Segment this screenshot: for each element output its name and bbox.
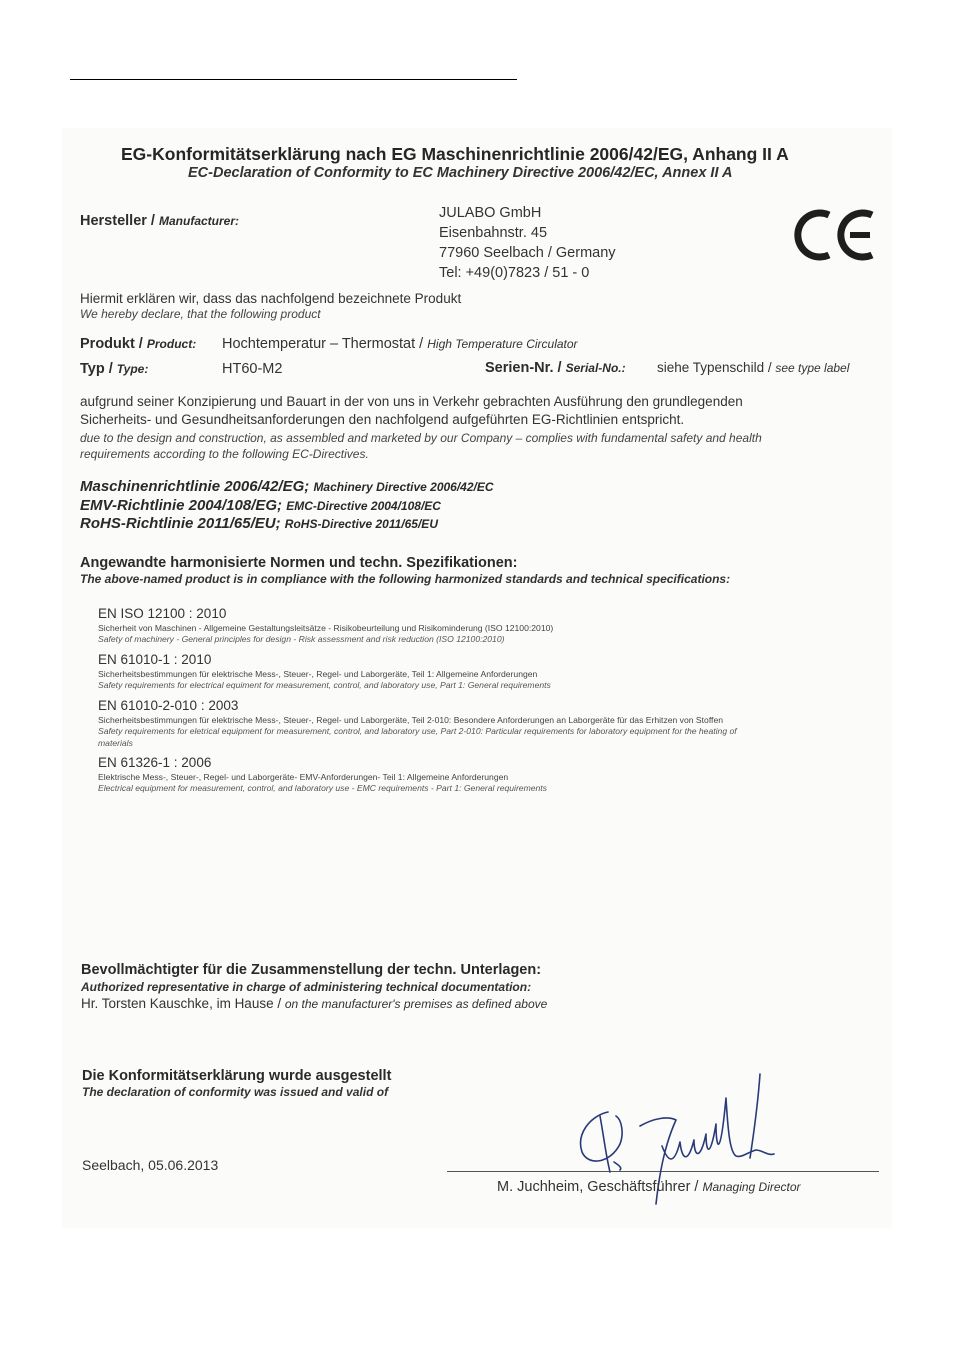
type-label — [80, 361, 148, 377]
standard-code: EN 61326-1 : 2006 — [98, 755, 212, 770]
product-value-en: High Temperature Circulator — [427, 337, 578, 351]
compliance-english-line-2: requirements according to the following EC-Directives. — [80, 447, 369, 461]
title-german: EG-Konformitätserklärung nach EG Maschinenrichtlinie 2006/42/EG, Anhang II A — [121, 144, 789, 164]
directive-machinery-en: Machinery Directive 2006/42/EC — [313, 480, 494, 494]
compliance-german-line-2: Sicherheits- und Gesundheitsanforderungen den nachfolgend aufgeführten EG-Richtlinien entspricht. — [80, 412, 685, 427]
standard-code: EN 61010-2-010 : 2003 — [98, 698, 239, 713]
standard-description-en: Safety requirements for electrical equiment for measurement, control, and laboratory use, Part 1: General requirements — [98, 680, 551, 690]
serial-value — [657, 360, 849, 375]
product-value — [222, 336, 578, 352]
product-label-de: Produkt / — [80, 336, 143, 352]
directive-rohs-en: RoHS-Directive 2011/65/EU — [284, 517, 438, 531]
compliance-german-line-1: aufgrund seiner Konzipierung und Bauart in der von uns in Verkehr gebrachten Ausführung den grundlegenden — [80, 394, 743, 409]
standard-description-de: Sicherheit von Maschinen - Allgemeine Gestaltungsleitsätze - Risikobeurteilung und Risikominderung (ISO 12100:2010) — [98, 623, 554, 633]
place-and-date: Seelbach, 05.06.2013 — [82, 1157, 219, 1173]
representative-name — [81, 996, 547, 1011]
directive-emc-de: EMV-Richtlinie 2004/108/EG; — [80, 497, 283, 514]
directive-rohs — [80, 515, 438, 532]
standards-heading-english: The above-named product is in compliance with the following harmonized standards and technical specifications: — [80, 572, 731, 586]
representative-heading-german: Bevollmächtigter für die Zusammenstellung der techn. Unterlagen: — [81, 962, 542, 978]
signatory-de: M. Juchheim, Geschäftsführer / — [497, 1179, 699, 1195]
representative-en: on the manufacturer's premises as defined above — [284, 997, 548, 1011]
top-rule — [70, 79, 517, 80]
manufacturer-name: JULABO GmbH — [439, 205, 542, 221]
directive-emc — [80, 497, 441, 514]
directive-emc-en: EMC-Directive 2004/108/EC — [286, 499, 441, 513]
standard-description-en-continued: materials — [98, 738, 133, 748]
representative-de: Hr. Torsten Kauschke, im Hause / — [81, 996, 282, 1011]
manufacturer-label-de: Hersteller / — [80, 213, 155, 229]
manufacturer-label-en: Manufacturer: — [159, 214, 240, 228]
compliance-english-line-1: due to the design and construction, as assembled and marketed by our Company – complies with fundamental safety and health — [80, 431, 762, 445]
declaration-english: We hereby declare, that the following product — [80, 307, 321, 321]
standard-description-en: Safety requirements for eletrical equipment for measurement, control, and laboratory use, Part 2-010: Particular requirements for laboratory equipment for the heating of — [98, 726, 737, 736]
title-english: EC-Declaration of Conformity to EC Machinery Directive 2006/42/EC, Annex II A — [188, 165, 733, 181]
representative-heading-english: Authorized representative in charge of administering technical documentation: — [81, 980, 532, 994]
serial-label-en: Serial-No.: — [565, 361, 626, 375]
issued-heading-german: Die Konformitätserklärung wurde ausgestellt — [82, 1068, 392, 1084]
type-label-en: Type: — [116, 362, 149, 376]
serial-label — [485, 360, 626, 376]
serial-value-en: see type label — [775, 361, 850, 375]
manufacturer-label — [80, 213, 239, 229]
type-value: HT60-M2 — [222, 361, 283, 377]
standard-description-en: Safety of machinery - General principles for design - Risk assessment and risk reduction (ISO 12100:2010) — [98, 634, 505, 644]
standard-code: EN ISO 12100 : 2010 — [98, 606, 227, 621]
standard-description-de: Sicherheitsbestimmungen für elektrische Mess-, Steuer-, Regel- und Laborgeräte, Teil 2-010: Besondere Anforderungen an Laborgeräte für das Erhitzen von Stoffen — [98, 715, 724, 725]
manufacturer-street: Eisenbahnstr. 45 — [439, 225, 548, 241]
manufacturer-city: 77960 Seelbach / Germany — [439, 245, 616, 261]
serial-label-de: Serien-Nr. / — [485, 360, 562, 376]
standard-description-en: Electrical equipment for measurement, control, and laboratory use - EMC requirements - Part 1: General requirements — [98, 783, 547, 793]
directive-machinery — [80, 478, 494, 495]
signatory-en: Managing Director — [702, 1180, 801, 1194]
declaration-german: Hiermit erklären wir, dass das nachfolgend bezeichnete Produkt — [80, 291, 462, 306]
product-label — [80, 336, 196, 352]
directive-machinery-de: Maschinenrichtlinie 2006/42/EG; — [80, 478, 310, 495]
standards-heading-german: Angewandte harmonisierte Normen und techn. Spezifikationen: — [80, 555, 518, 571]
ce-mark-icon — [792, 205, 876, 265]
standard-description-de: Elektrische Mess-, Steuer-, Regel- und Laborgeräte- EMV-Anforderungen- Teil 1: Allgemeine Anforderungen — [98, 772, 509, 782]
issued-heading-english: The declaration of conformity was issued and valid of — [82, 1085, 389, 1099]
standard-description-de: Sicherheitsbestimmungen für elektrische Mess-, Steuer-, Regel- und Laborgeräte, Teil 1: Allgemeine Anforderungen — [98, 669, 538, 679]
directive-rohs-de: RoHS-Richtlinie 2011/65/EU; — [80, 515, 281, 532]
product-label-en: Product: — [146, 337, 197, 351]
manufacturer-phone: Tel: +49(0)7823 / 51 - 0 — [439, 265, 590, 281]
type-label-de: Typ / — [80, 361, 113, 377]
signatory — [497, 1179, 801, 1195]
product-value-de: Hochtemperatur – Thermostat / — [222, 336, 424, 352]
serial-value-de: siehe Typenschild / — [657, 360, 772, 375]
standard-code: EN 61010-1 : 2010 — [98, 652, 212, 667]
